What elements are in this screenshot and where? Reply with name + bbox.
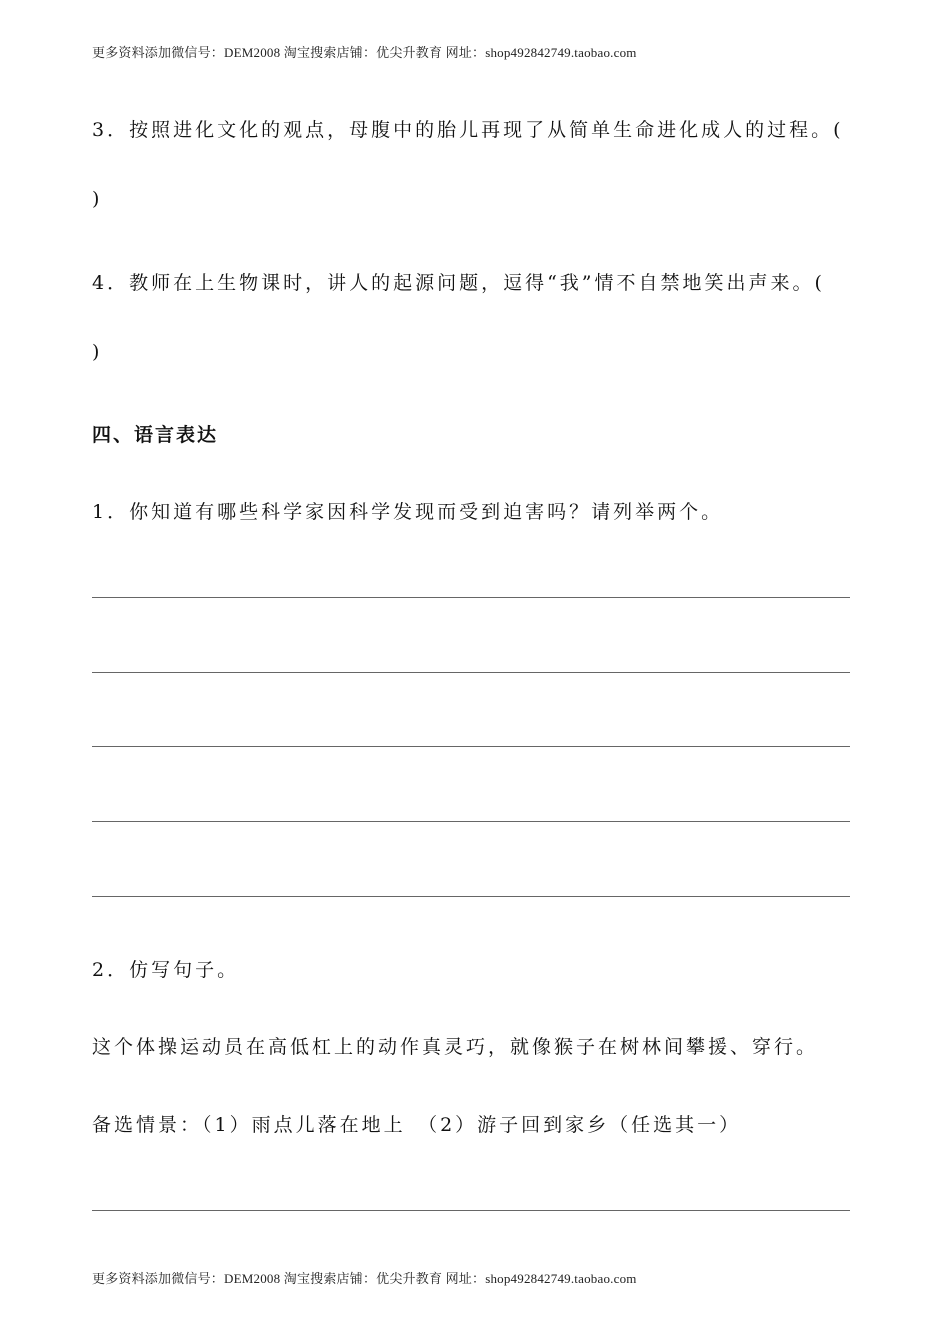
page-header: 更多资料添加微信号：DEM2008 淘宝搜索店铺：优尖升教育 网址：shop492842749.taobao.com xyxy=(92,45,637,60)
example-sentence: 这个体操运动员在高低杠上的动作真灵巧，就像猴子在树林间攀援、穿行。 xyxy=(92,1036,819,1058)
judgment-item-4-answer-close: ) xyxy=(92,341,103,363)
question-1: 1．你知道有哪些科学家因科学发现而受到迫害吗？请列举两个。 xyxy=(92,501,724,523)
judgment-item-4: 4．教师在上生物课时，讲人的起源问题，逗得“我”情不自禁地笑出声来。( xyxy=(92,272,825,294)
answer-line[interactable] xyxy=(92,821,850,822)
page-footer: 更多资料添加微信号：DEM2008 淘宝搜索店铺：优尖升教育 网址：shop492842749.taobao.com xyxy=(92,1271,637,1286)
answer-line[interactable] xyxy=(92,896,850,897)
judgment-item-3: 3．按照进化文化的观点，母腹中的胎儿再现了从简单生命进化成人的过程。( xyxy=(92,119,844,141)
answer-line[interactable] xyxy=(92,1210,850,1211)
question-2: 2．仿写句子。 xyxy=(92,959,240,981)
section-title: 四、语言表达 xyxy=(92,424,219,446)
answer-line[interactable] xyxy=(92,746,850,747)
answer-line[interactable] xyxy=(92,597,850,598)
judgment-item-3-answer-close: ) xyxy=(92,188,103,210)
answer-line[interactable] xyxy=(92,672,850,673)
scenario-options: 备选情景：（1）雨点儿落在地上 （2）游子回到家乡（任选其一） xyxy=(92,1114,742,1136)
